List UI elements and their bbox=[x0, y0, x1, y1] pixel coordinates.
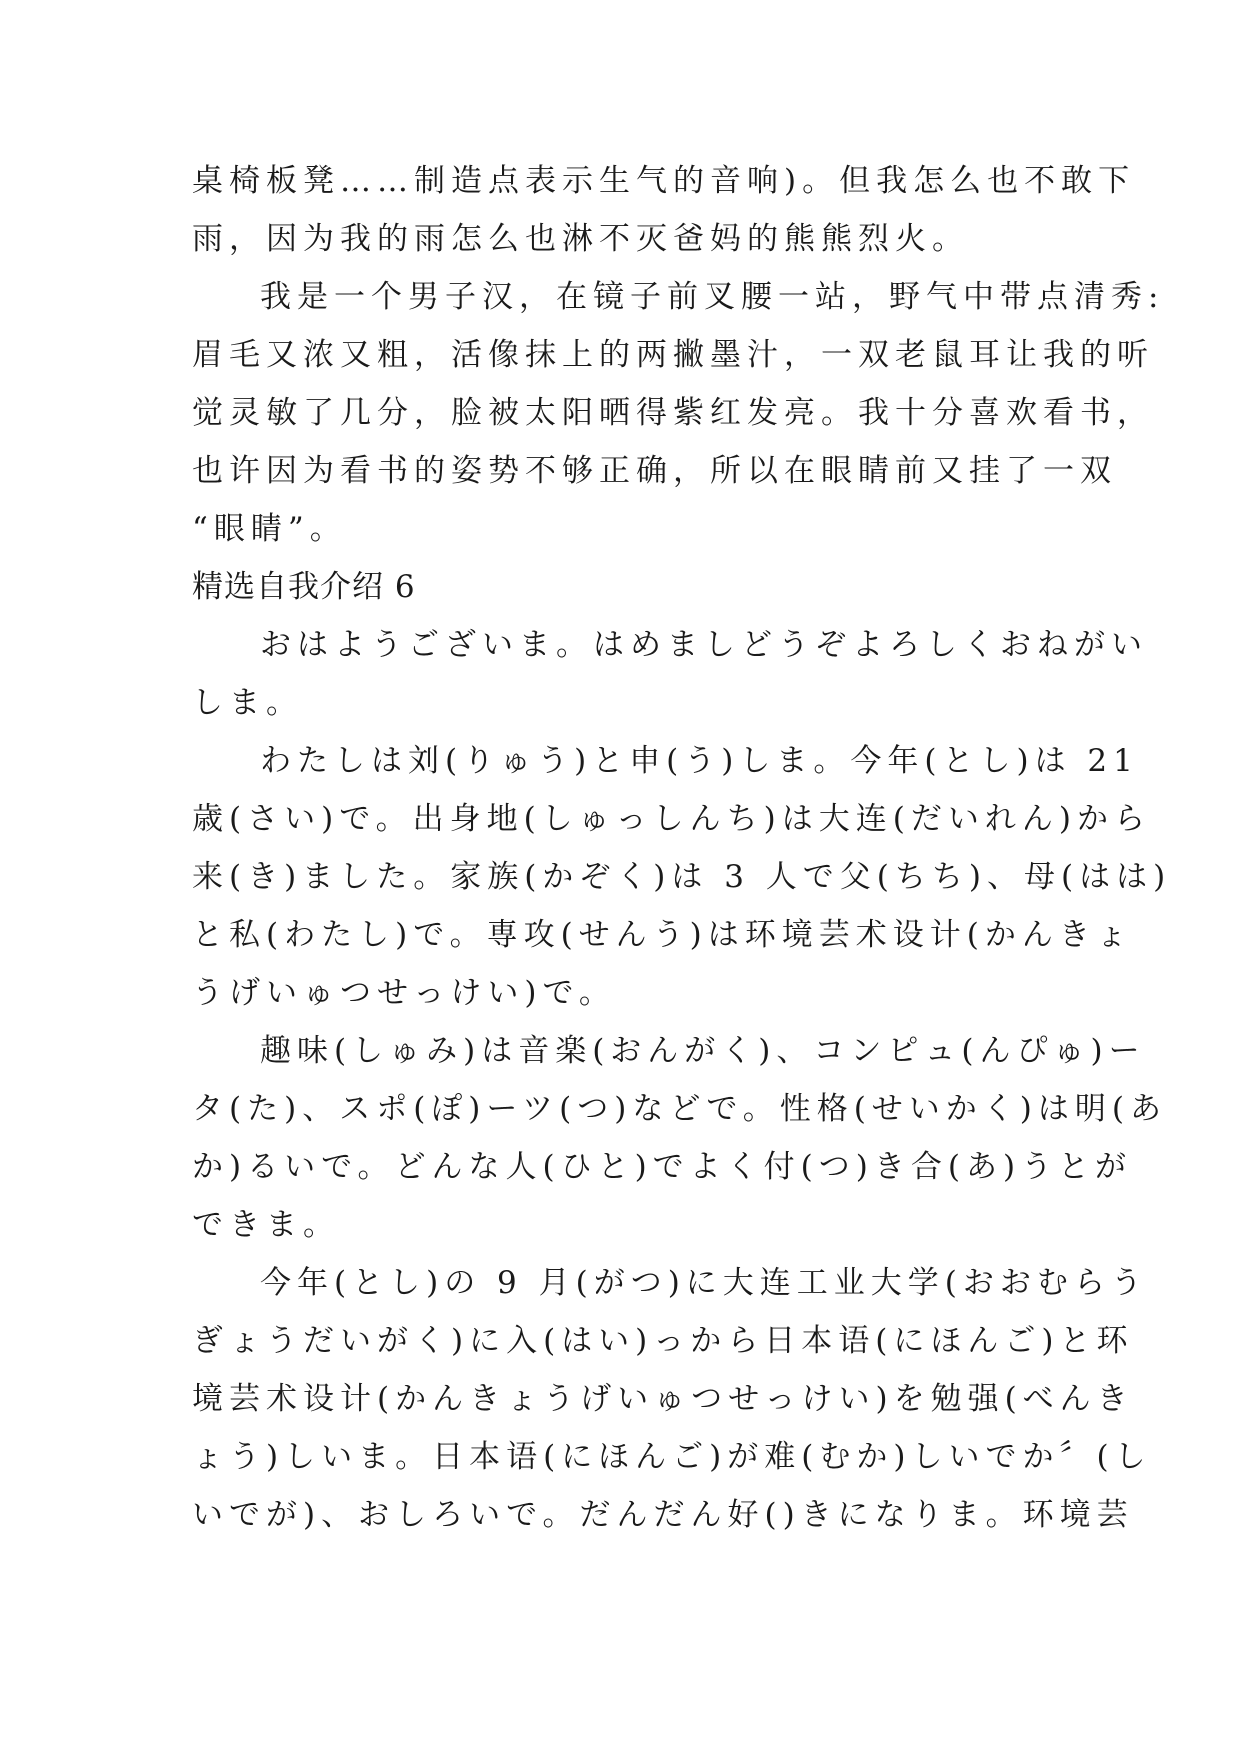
text-line: 趣味(しゅみ)は音楽(おんがく)、コンピュ(んぴゅ)ー bbox=[260, 1033, 1146, 1069]
text-line: わたしは刘(りゅう)と申(う)しま。今年(とし)は 21 bbox=[260, 743, 1139, 779]
text-line: 桌椅板凳……制造点表示生气的音响)。但我怎么也不敢下 bbox=[192, 163, 1136, 199]
text-line: うげいゅつせっけい)で。 bbox=[192, 975, 616, 1011]
text-line: 雨，因为我的雨怎么也淋不灭爸妈的熊熊烈火。 bbox=[192, 221, 969, 257]
body-text bbox=[192, 152, 1172, 1544]
text-line: 境芸术设计(かんきょうげいゅつせっけい)を勉强(べんき bbox=[192, 1381, 1134, 1417]
text-line: “眼睛”。 bbox=[192, 511, 347, 547]
text-line: と私(わたし)で。専攻(せんう)は环境芸术设计(かんきょ bbox=[192, 917, 1133, 953]
document-page bbox=[192, 152, 1172, 1544]
text-line: できま。 bbox=[192, 1207, 340, 1243]
text-line: か)るいで。どんな人(ひと)でよく付(つ)き合(あ)うとが bbox=[192, 1149, 1133, 1185]
section-heading: 精选自我介绍 6 bbox=[192, 569, 416, 605]
text-line: ぎょうだいがく)に入(はい)っから日本语(にほんご)と环 bbox=[192, 1323, 1134, 1359]
text-line: 眉毛又浓又粗，活像抹上的两撇墨汁，一双老鼠耳让我的听 bbox=[192, 337, 1154, 373]
text-line: いでが)、おしろいで。だんだん好()きになりま。环境芸 bbox=[192, 1497, 1134, 1533]
text-line: 觉灵敏了几分，脸被太阳晒得紫红发亮。我十分喜欢看书， bbox=[192, 395, 1154, 431]
text-line: 今年(とし)の 9 月(がつ)に大连工业大学(おおむらう bbox=[260, 1265, 1148, 1301]
text-line: 歳(さい)で。出身地(しゅっしんち)は大连(だいれん)から bbox=[192, 801, 1151, 837]
text-line: 我是一个男子汉，在镜子前叉腰一站，野气中带点清秀: bbox=[260, 279, 1165, 315]
text-line: 来(き)ました。家族(かぞく)は 3 人で父(ちち)、母(はは) bbox=[192, 859, 1172, 895]
text-line: おはようございま。はめましどうぞよろしくおねがい bbox=[260, 627, 1148, 663]
text-line: 也许因为看书的姿势不够正确，所以在眼睛前又挂了一双 bbox=[192, 453, 1117, 489]
text-line: タ(た)、スポ(ぽ)ーツ(つ)などで。性格(せいかく)は明(あ bbox=[192, 1091, 1167, 1127]
text-line: ょう)しいま。日本语(にほんご)が难(むか)しいでか〞(し bbox=[192, 1439, 1152, 1475]
text-line: しま。 bbox=[192, 685, 303, 721]
